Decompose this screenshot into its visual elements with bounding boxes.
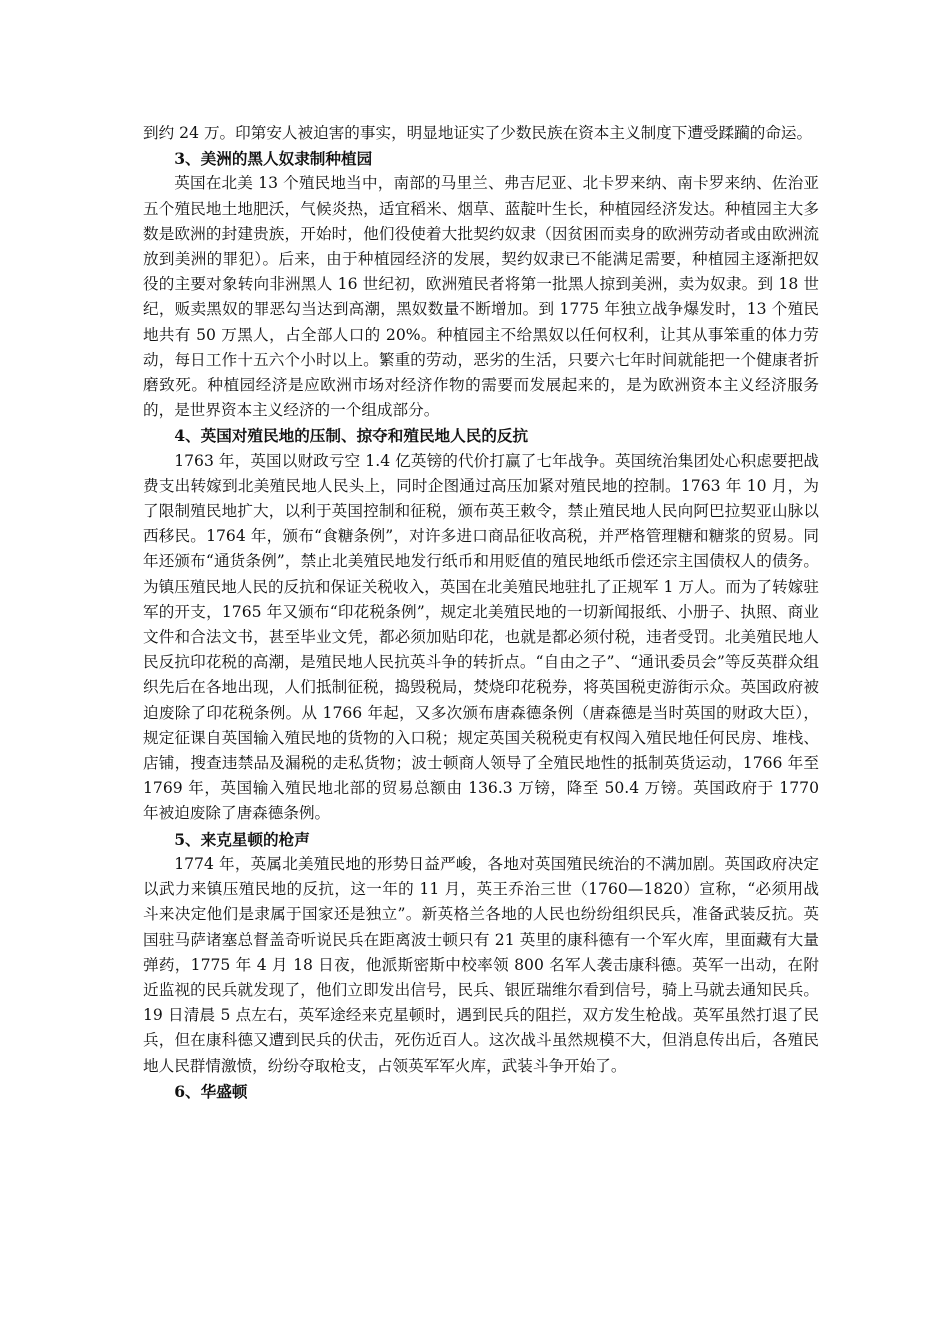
section-heading-6: 6、华盛顿 [174,1081,248,1101]
section-heading-4: 4、英国对殖民地的压制、掠夺和殖民地人民的反抗 [174,426,529,446]
paragraph-plantation: 英国在北美 13 个殖民地当中，南部的马里兰、弗吉尼亚、北卡罗来纳、南卡罗来纳、佐治亚五个殖民地土地肥沃，气候炎热，适宜稻米、烟草、蓝靛叶生长，种植园经济发达。种植园主大多数是欧洲的封建贵族，开始时，他们役使着大批契约奴隶（因贫困而卖身的欧洲劳动者或由欧洲流放到美洲的罪犯）。后来，由于种植园经济的发展，契约奴隶已不能满足需要，种植园主逐渐把奴役的主要对象转向非洲黑人 16 世纪初，欧洲殖民者将第一批黑人掠到美洲，卖为奴隶。到 18 世纪，贩卖黑奴的罪恶勾当达到高潮，黑奴数量不断增加。到 1775 年独立战争爆发时，13 个殖民地共有 50 万黑人，占全部人口的 20%。种植园主不给黑奴以任何权利，让其从事笨重的体力劳动，每日工作十五六个小时以上。繁重的劳动，恶劣的生活，只要六七年时间就能把一个健康者折磨致死。种植园经济是应欧洲市场对经济作物的需要而发展起来的，是为欧洲资本主义经济服务的，是世界资本主义经济的一个组成部分。 [143,174,819,420]
section-heading-5: 5、来克星顿的枪声 [174,829,310,849]
section-heading-3: 3、美洲的黑人奴隶制种植园 [174,149,373,169]
paragraph-lexington: 1774 年，英属北美殖民地的形势日益严峻，各地对英国殖民统治的不满加剧。英国政府决定以武力来镇压殖民地的反抗，这一年的 11 月，英王乔治三世（1760—1820）宣称，“必须用战斗来决定他们是隶属于国家还是独立”。新英格兰各地的人民也纷纷组织民兵，准备武装反抗。英国驻马萨诸塞总督盖奇听说民兵在距离波士顿只有 21 英里的康科德有一个军火库，里面藏有大量弹药，1775 年 4 月 18 日夜，他派斯密斯中校率领 800 名军人袭击康科德。英军一出动，在附近监视的民兵就发现了，他们立即发出信号，民兵、银匠瑞维尔看到信号，骑上马就去通知民兵。19 日清晨 5 点左右，英军途经来克星顿时，遇到民兵的阻拦，双方发生枪战。英军虽然打退了民兵，但在康科德又遭到民兵的伏击，死伤近百人。这次战斗虽然规模不大，但消息传出后，各殖民地人民群情激愤，纷纷夺取枪支，占领英军军火库，武装斗争开始了。 [143,854,819,1075]
paragraph-oppression: 1763 年，英国以财政亏空 1.4 亿英镑的代价打赢了七年战争。英国统治集团处心积虑要把战费支出转嫁到北美殖民地人民头上，同时企图通过高压加紧对殖民地的控制。1763 年 10 月，为了限制殖民地扩大，以利于英国控制和征税，颁布英王敕令，禁止殖民地人民向阿巴拉契亚山脉以西移民。1764 年，颁布“食糖条例”，对许多进口商品征收高税，并严格管理糖和糖浆的贸易。同年还颁布“通货条例”，禁止北美殖民地发行纸币和用贬值的殖民地纸币偿还宗主国债权人的债务。为镇压殖民地人民的反抗和保证关税收入，英国在北美殖民地驻扎了正规军 1 万人。而为了转嫁驻军的开支，1765 年又颁布“印花税条例”，规定北美殖民地的一切新闻报纸、小册子、执照、商业文件和合法文书，甚至毕业文凭，都必须加贴印花，也就是都必须付税，违者受罚。北美殖民地人民反抗印花税的高潮，是殖民地人民抗英斗争的转折点。“自由之子”、“通讯委员会”等反英群众组织先后在各地出现，人们抵制征税，捣毁税局，焚烧印花税券，将英国税吏游街示众。英国政府被迫废除了印花税条例。从 1766 年起，又多次颁布唐森德条例（唐森德是当时英国的财政大臣），规定征课自英国输入殖民地的货物的入口税；规定英国关税税吏有权闯入殖民地任何民房、堆栈、店铺，搜查违禁品及漏税的走私货物；波士顿商人领导了全殖民地性的抵制英货运动，1766 年至 1769 年，英国输入殖民地北部的贸易总额由 136.3 万镑，降至 50.4 万镑。英国政府于 1770 年被迫废除了唐森德条例。 [143,451,819,823]
paragraph-continuation: 到约 24 万。印第安人被迫害的事实，明显地证实了少数民族在资本主义制度下遭受蹂躏的命运。 [143,124,813,142]
document-page [143,121,819,1104]
